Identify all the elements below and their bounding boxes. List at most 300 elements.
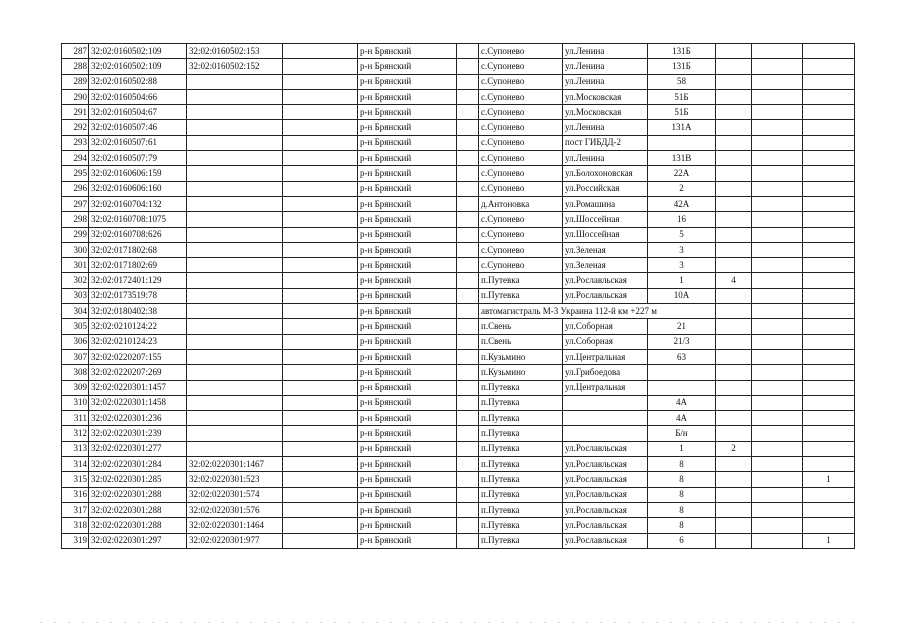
building-cell — [716, 304, 752, 319]
extra-cell — [283, 44, 358, 59]
cadastral-number: 32:02:0160502:109 — [89, 59, 187, 74]
linked-cadastral-number — [187, 105, 283, 120]
flag-cell — [803, 89, 855, 104]
house-number-cell: 131В — [648, 151, 716, 166]
flag-cell — [803, 151, 855, 166]
house-number-cell: 131Б — [648, 44, 716, 59]
house-number-cell: 6 — [648, 533, 716, 548]
linked-cadastral-number: 32:02:0220301:1467 — [187, 457, 283, 472]
district-cell: р-н Брянский — [358, 44, 457, 59]
extra-cell — [752, 304, 803, 319]
extra-cell — [283, 487, 358, 502]
row-number: 316 — [62, 487, 89, 502]
extra-cell — [752, 395, 803, 410]
linked-cadastral-number — [187, 89, 283, 104]
building-cell: 2 — [716, 441, 752, 456]
linked-cadastral-number: 32:02:0160502:153 — [187, 44, 283, 59]
cadastral-number: 32:02:0160606:159 — [89, 166, 187, 181]
building-cell — [716, 365, 752, 380]
extra-cell — [457, 288, 479, 303]
extra-cell — [752, 502, 803, 517]
building-cell — [716, 533, 752, 548]
row-number: 298 — [62, 212, 89, 227]
extra-cell — [457, 196, 479, 211]
house-number-cell: 63 — [648, 349, 716, 364]
building-cell — [716, 89, 752, 104]
cadastral-number: 32:02:0171802:69 — [89, 258, 187, 273]
flag-cell — [803, 518, 855, 533]
extra-cell — [457, 166, 479, 181]
table-row — [62, 304, 855, 319]
locality-cell: с.Супонево — [479, 89, 563, 104]
street-cell: пост ГИБДД-2 — [563, 135, 648, 150]
table-row — [62, 105, 855, 120]
district-cell: р-н Брянский — [358, 426, 457, 441]
house-number-cell: 4А — [648, 411, 716, 426]
locality-cell: п.Путевка — [479, 457, 563, 472]
extra-cell — [283, 227, 358, 242]
locality-cell: п.Путевка — [479, 380, 563, 395]
row-number: 291 — [62, 105, 89, 120]
linked-cadastral-number — [187, 166, 283, 181]
table-row — [62, 319, 855, 334]
street-cell: ул.Центральная — [563, 380, 648, 395]
district-cell: р-н Брянский — [358, 89, 457, 104]
building-cell — [716, 319, 752, 334]
building-cell — [716, 44, 752, 59]
building-cell — [716, 349, 752, 364]
district-cell: р-н Брянский — [358, 242, 457, 257]
locality-cell: п.Путевка — [479, 411, 563, 426]
table-row — [62, 135, 855, 150]
row-number: 314 — [62, 457, 89, 472]
extra-cell — [283, 441, 358, 456]
district-cell: р-н Брянский — [358, 334, 457, 349]
house-number-cell: 22А — [648, 166, 716, 181]
extra-cell — [457, 411, 479, 426]
table-row — [62, 502, 855, 517]
street-cell: ул.Рославльская — [563, 518, 648, 533]
building-cell — [716, 380, 752, 395]
cadastral-number: 32:02:0160507:46 — [89, 120, 187, 135]
district-cell: р-н Брянский — [358, 487, 457, 502]
extra-cell — [283, 365, 358, 380]
building-cell — [716, 457, 752, 472]
linked-cadastral-number — [187, 380, 283, 395]
cadastral-number: 32:02:0160606:160 — [89, 181, 187, 196]
linked-cadastral-number — [187, 349, 283, 364]
row-number: 311 — [62, 411, 89, 426]
extra-cell — [457, 472, 479, 487]
table-row — [62, 196, 855, 211]
cadastral-number: 32:02:0160507:79 — [89, 151, 187, 166]
extra-cell — [752, 319, 803, 334]
extra-cell — [457, 151, 479, 166]
locality-cell: п.Кузьмино — [479, 349, 563, 364]
row-number: 318 — [62, 518, 89, 533]
extra-cell — [283, 349, 358, 364]
locality-cell: п.Путевка — [479, 533, 563, 548]
extra-cell — [283, 502, 358, 517]
house-number-cell: 131Б — [648, 59, 716, 74]
extra-cell — [457, 242, 479, 257]
extra-cell — [752, 411, 803, 426]
extra-cell — [283, 288, 358, 303]
house-number-cell: 16 — [648, 212, 716, 227]
property-table — [61, 43, 855, 549]
linked-cadastral-number — [187, 365, 283, 380]
row-number: 303 — [62, 288, 89, 303]
extra-cell — [457, 304, 479, 319]
extra-cell — [283, 105, 358, 120]
flag-cell — [803, 258, 855, 273]
street-cell — [563, 426, 648, 441]
extra-cell — [457, 502, 479, 517]
house-number-cell: 8 — [648, 457, 716, 472]
table-row — [62, 395, 855, 410]
locality-cell: п.Путевка — [479, 502, 563, 517]
locality-cell: п.Путевка — [479, 273, 563, 288]
extra-cell — [457, 487, 479, 502]
street-cell: ул.Ленина — [563, 74, 648, 89]
linked-cadastral-number — [187, 151, 283, 166]
flag-cell — [803, 44, 855, 59]
extra-cell — [752, 105, 803, 120]
building-cell — [716, 151, 752, 166]
flag-cell — [803, 441, 855, 456]
extra-cell — [457, 441, 479, 456]
row-number: 313 — [62, 441, 89, 456]
cadastral-number: 32:02:0171802:68 — [89, 242, 187, 257]
extra-cell — [457, 457, 479, 472]
extra-cell — [752, 59, 803, 74]
flag-cell — [803, 74, 855, 89]
locality-cell: п.Путевка — [479, 518, 563, 533]
row-number: 287 — [62, 44, 89, 59]
locality-cell: с.Супонево — [479, 227, 563, 242]
locality-cell: п.Путевка — [479, 395, 563, 410]
locality-cell: с.Супонево — [479, 59, 563, 74]
table-row — [62, 59, 855, 74]
row-number: 296 — [62, 181, 89, 196]
cadastral-number: 32:02:0160708:626 — [89, 227, 187, 242]
district-cell: р-н Брянский — [358, 319, 457, 334]
extra-cell — [752, 441, 803, 456]
linked-cadastral-number — [187, 135, 283, 150]
house-number-cell: 2 — [648, 181, 716, 196]
extra-cell — [752, 349, 803, 364]
cadastral-number: 32:02:0210124:23 — [89, 334, 187, 349]
table-row — [62, 74, 855, 89]
row-number: 301 — [62, 258, 89, 273]
extra-cell — [283, 533, 358, 548]
building-cell — [716, 181, 752, 196]
locality-cell: п.Путевка — [479, 487, 563, 502]
flag-cell — [803, 395, 855, 410]
row-number: 308 — [62, 365, 89, 380]
cadastral-number: 32:02:0220301:288 — [89, 487, 187, 502]
table-row — [62, 273, 855, 288]
district-cell: р-н Брянский — [358, 166, 457, 181]
cadastral-number: 32:02:0160708:1075 — [89, 212, 187, 227]
street-cell: ул.Рославльская — [563, 457, 648, 472]
table-row — [62, 487, 855, 502]
house-number-cell: 8 — [648, 472, 716, 487]
row-number: 294 — [62, 151, 89, 166]
house-number-cell — [648, 365, 716, 380]
table-row — [62, 533, 855, 548]
building-cell — [716, 166, 752, 181]
locality-cell: с.Супонево — [479, 212, 563, 227]
extra-cell — [457, 181, 479, 196]
house-number-cell: 58 — [648, 74, 716, 89]
table-row — [62, 518, 855, 533]
extra-cell — [283, 457, 358, 472]
linked-cadastral-number — [187, 334, 283, 349]
table-row — [62, 44, 855, 59]
extra-cell — [457, 44, 479, 59]
street-cell: ул.Рославльская — [563, 502, 648, 517]
street-cell: ул.Соборная — [563, 334, 648, 349]
cadastral-number: 32:02:0220301:277 — [89, 441, 187, 456]
street-cell: ул.Шоссейная — [563, 212, 648, 227]
district-cell: р-н Брянский — [358, 518, 457, 533]
house-number-cell: 1 — [648, 441, 716, 456]
flag-cell: 1 — [803, 472, 855, 487]
table-row — [62, 212, 855, 227]
extra-cell — [283, 273, 358, 288]
cadastral-number: 32:02:0220301:297 — [89, 533, 187, 548]
flag-cell — [803, 380, 855, 395]
extra-cell — [283, 304, 358, 319]
extra-cell — [457, 258, 479, 273]
house-number-cell: Б/н — [648, 426, 716, 441]
district-cell: р-н Брянский — [358, 411, 457, 426]
cadastral-number: 32:02:0220301:284 — [89, 457, 187, 472]
extra-cell — [457, 59, 479, 74]
building-cell — [716, 411, 752, 426]
flag-cell — [803, 273, 855, 288]
row-number: 302 — [62, 273, 89, 288]
extra-cell — [457, 105, 479, 120]
extra-cell — [752, 166, 803, 181]
district-cell: р-н Брянский — [358, 151, 457, 166]
house-number-cell: 131А — [648, 120, 716, 135]
row-number: 317 — [62, 502, 89, 517]
extra-cell — [752, 74, 803, 89]
extra-cell — [752, 227, 803, 242]
row-number: 305 — [62, 319, 89, 334]
row-number: 290 — [62, 89, 89, 104]
cadastral-number: 32:02:0220301:1457 — [89, 380, 187, 395]
street-cell: ул.Ленина — [563, 120, 648, 135]
street-cell: ул.Зеленая — [563, 242, 648, 257]
locality-cell: с.Супонево — [479, 151, 563, 166]
flag-cell — [803, 502, 855, 517]
row-number: 289 — [62, 74, 89, 89]
extra-cell — [457, 533, 479, 548]
row-number: 300 — [62, 242, 89, 257]
linked-cadastral-number — [187, 411, 283, 426]
flag-cell — [803, 334, 855, 349]
flag-cell — [803, 319, 855, 334]
extra-cell — [752, 212, 803, 227]
locality-cell: с.Супонево — [479, 135, 563, 150]
house-number-cell — [648, 380, 716, 395]
building-cell — [716, 227, 752, 242]
extra-cell — [283, 89, 358, 104]
district-cell: р-н Брянский — [358, 380, 457, 395]
building-cell — [716, 395, 752, 410]
extra-cell — [752, 120, 803, 135]
house-number-cell: 3 — [648, 242, 716, 257]
cadastral-number: 32:02:0220301:288 — [89, 502, 187, 517]
house-number-cell: 51Б — [648, 89, 716, 104]
house-number-cell: 3 — [648, 258, 716, 273]
table-row — [62, 472, 855, 487]
flag-cell — [803, 212, 855, 227]
extra-cell — [752, 334, 803, 349]
linked-cadastral-number — [187, 74, 283, 89]
district-cell: р-н Брянский — [358, 120, 457, 135]
table-row — [62, 120, 855, 135]
district-cell: р-н Брянский — [358, 349, 457, 364]
locality-cell: с.Супонево — [479, 105, 563, 120]
house-number-cell: 21 — [648, 319, 716, 334]
table-row — [62, 89, 855, 104]
flag-cell — [803, 59, 855, 74]
locality-cell: с.Супонево — [479, 44, 563, 59]
table-row — [62, 411, 855, 426]
extra-cell — [457, 319, 479, 334]
row-number: 299 — [62, 227, 89, 242]
table-row — [62, 426, 855, 441]
cadastral-number: 32:02:0180402:38 — [89, 304, 187, 319]
flag-cell — [803, 288, 855, 303]
linked-cadastral-number: 32:02:0160502:152 — [187, 59, 283, 74]
linked-cadastral-number: 32:02:0220301:574 — [187, 487, 283, 502]
cadastral-number: 32:02:0160704:132 — [89, 196, 187, 211]
building-cell — [716, 487, 752, 502]
table-row — [62, 349, 855, 364]
district-cell: р-н Брянский — [358, 441, 457, 456]
extra-cell — [457, 227, 479, 242]
locality-cell: п.Свень — [479, 319, 563, 334]
cadastral-number: 32:02:0172401:129 — [89, 273, 187, 288]
street-cell: ул.Московская — [563, 105, 648, 120]
house-number-cell: 42А — [648, 196, 716, 211]
building-cell — [716, 74, 752, 89]
locality-cell: с.Супонево — [479, 74, 563, 89]
linked-cadastral-number — [187, 181, 283, 196]
extra-cell — [752, 196, 803, 211]
extra-cell — [752, 487, 803, 502]
extra-cell — [283, 426, 358, 441]
locality-cell: с.Супонево — [479, 166, 563, 181]
district-cell: р-н Брянский — [358, 212, 457, 227]
table-row — [62, 151, 855, 166]
street-cell: ул.Шоссейная — [563, 227, 648, 242]
district-cell: р-н Брянский — [358, 365, 457, 380]
extra-cell — [752, 151, 803, 166]
cadastral-number: 32:02:0220207:269 — [89, 365, 187, 380]
street-cell: ул.Ленина — [563, 44, 648, 59]
cadastral-number: 32:02:0173519:78 — [89, 288, 187, 303]
extra-cell — [752, 135, 803, 150]
building-cell — [716, 212, 752, 227]
extra-cell — [283, 151, 358, 166]
district-cell: р-н Брянский — [358, 59, 457, 74]
locality-cell: с.Супонево — [479, 120, 563, 135]
street-cell: ул.Рославльская — [563, 273, 648, 288]
linked-cadastral-number — [187, 242, 283, 257]
extra-cell — [283, 74, 358, 89]
extra-cell — [283, 319, 358, 334]
scan-artifact-line — [40, 622, 860, 623]
extra-cell — [283, 242, 358, 257]
extra-cell — [752, 44, 803, 59]
extra-cell — [457, 273, 479, 288]
cadastral-number: 32:02:0160507:61 — [89, 135, 187, 150]
table-row — [62, 334, 855, 349]
linked-cadastral-number — [187, 426, 283, 441]
linked-cadastral-number — [187, 288, 283, 303]
linked-cadastral-number — [187, 319, 283, 334]
linked-cadastral-number — [187, 196, 283, 211]
house-number-cell: 1 — [648, 273, 716, 288]
cadastral-number: 32:02:0220301:285 — [89, 472, 187, 487]
cadastral-number: 32:02:0220207:155 — [89, 349, 187, 364]
district-cell: р-н Брянский — [358, 135, 457, 150]
extra-cell — [752, 288, 803, 303]
table-row — [62, 365, 855, 380]
street-cell: ул.Рославльская — [563, 487, 648, 502]
extra-cell — [457, 380, 479, 395]
extra-cell — [283, 212, 358, 227]
row-number: 306 — [62, 334, 89, 349]
street-cell — [563, 411, 648, 426]
extra-cell — [457, 395, 479, 410]
building-cell — [716, 288, 752, 303]
street-cell: ул.Ленина — [563, 59, 648, 74]
district-cell: р-н Брянский — [358, 227, 457, 242]
linked-cadastral-number: 32:02:0220301:523 — [187, 472, 283, 487]
building-cell — [716, 502, 752, 517]
cadastral-number: 32:02:0160504:66 — [89, 89, 187, 104]
district-cell: р-н Брянский — [358, 288, 457, 303]
street-cell: ул.Рославльская — [563, 441, 648, 456]
extra-cell — [752, 365, 803, 380]
extra-cell — [457, 120, 479, 135]
cadastral-number: 32:02:0220301:1458 — [89, 395, 187, 410]
table-row — [62, 441, 855, 456]
building-cell — [716, 334, 752, 349]
extra-cell — [752, 472, 803, 487]
linked-cadastral-number: 32:02:0220301:576 — [187, 502, 283, 517]
cadastral-number: 32:02:0210124:22 — [89, 319, 187, 334]
building-cell — [716, 518, 752, 533]
extra-cell — [752, 181, 803, 196]
building-cell — [716, 120, 752, 135]
table-row — [62, 181, 855, 196]
flag-cell — [803, 120, 855, 135]
extra-cell — [752, 89, 803, 104]
extra-cell — [457, 426, 479, 441]
street-cell: ул.Ромашина — [563, 196, 648, 211]
extra-cell — [283, 258, 358, 273]
locality-cell: д.Антоновка — [479, 196, 563, 211]
locality-cell: с.Супонево — [479, 242, 563, 257]
